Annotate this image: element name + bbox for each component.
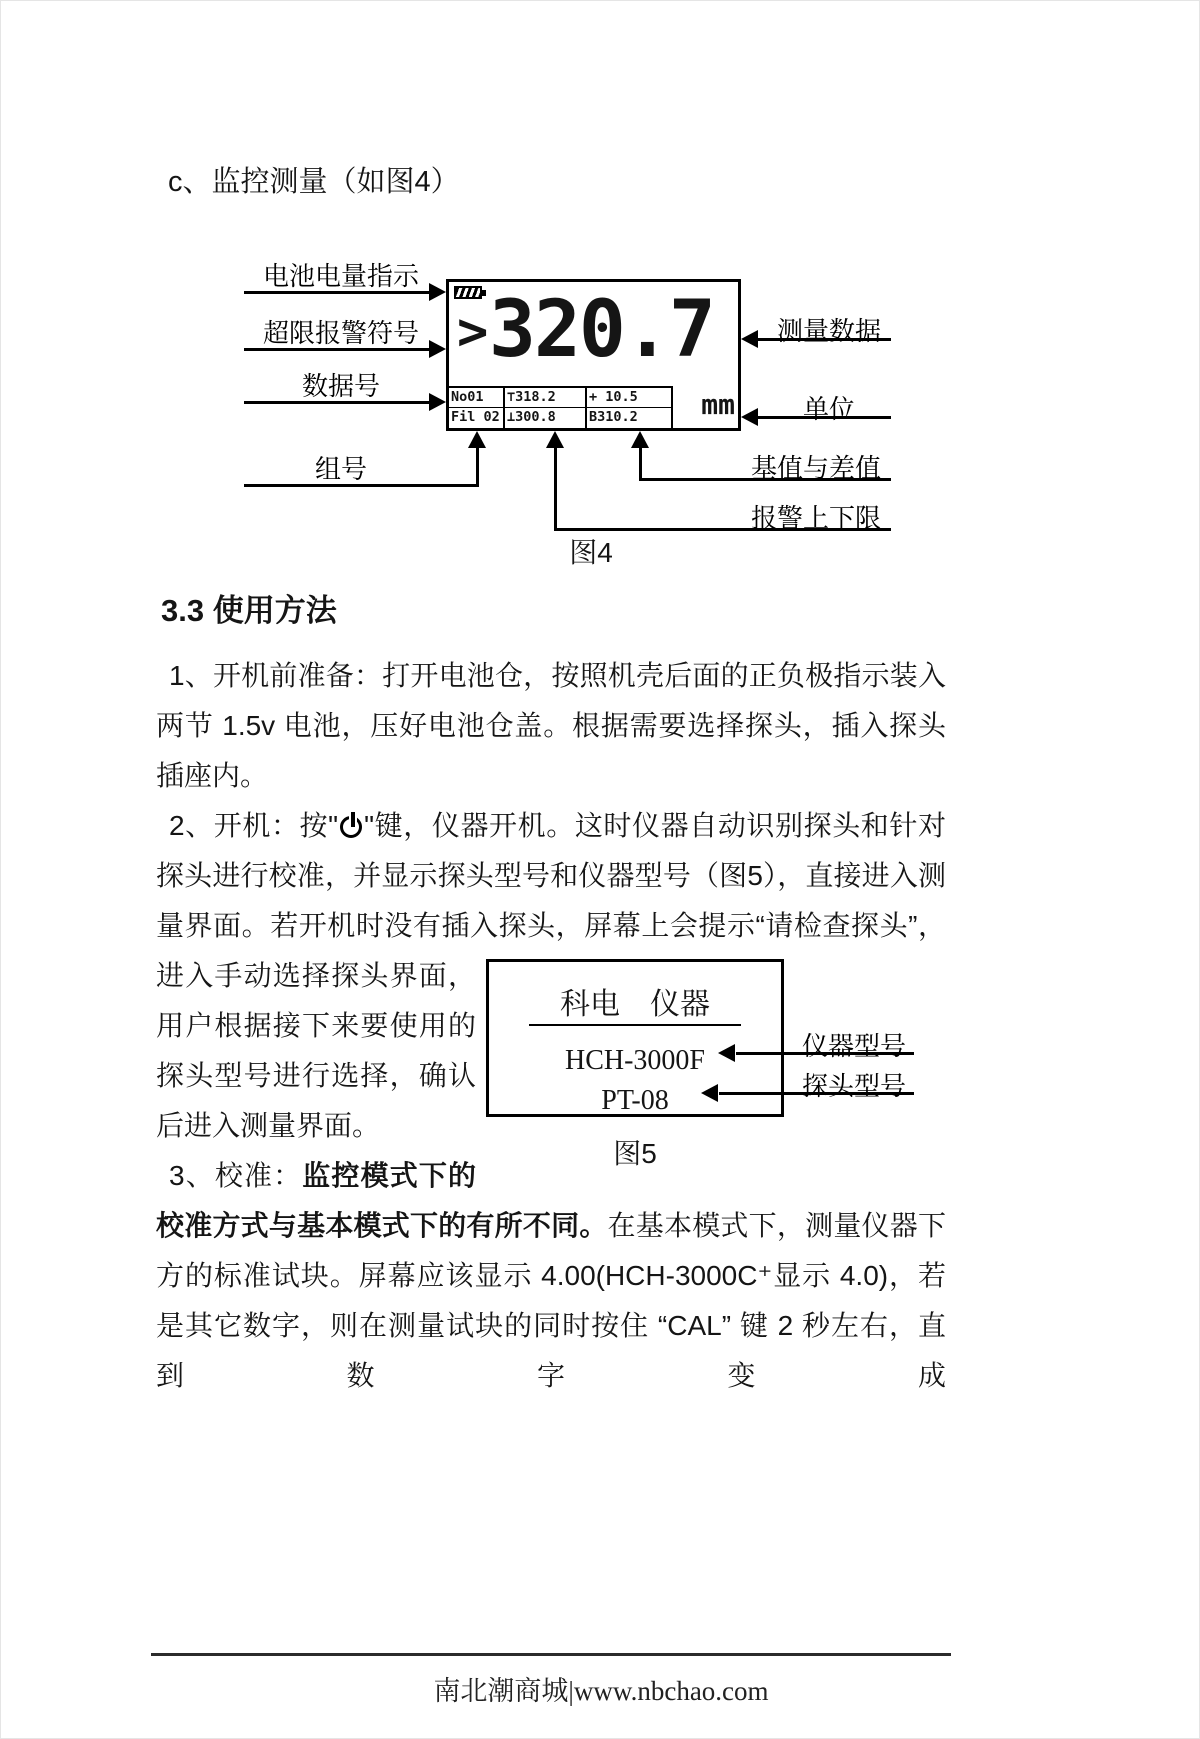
para-2: [156, 801, 946, 1169]
body-text: [156, 651, 946, 1401]
measure-data-arrow-line: [757, 338, 891, 341]
base-diff-arrow-riser: [639, 446, 642, 481]
lcd-data-no: No01: [449, 388, 505, 408]
probe-model-arrow-icon: [701, 1084, 718, 1102]
para-3-rest-text: 在基本模式下，测量仪器下方的标准试块。屏幕应该显示 4.00(HCH-3000C⁺显示 4.0)，若是其它数字，则在测量试块的同时按住 “CAL” 键 2 秒左右，直到数字变成: [156, 1210, 946, 1391]
para-2-text-b: "键，仪器开机。这时仪器自动识别探头和针对探头进行校准，并显示探头型号和仪器型号（图5），直接进入测量界面。若开机时没有插入探头，屏幕上会提示“请检查: [156, 810, 946, 941]
alarm-arrow-line: [244, 348, 430, 351]
para-1: [156, 651, 946, 801]
measurement-reading: 320.7: [489, 285, 714, 375]
brand-underline: [529, 1024, 741, 1026]
battery-arrow-icon: [429, 283, 446, 301]
figure5-caption: 图5: [613, 1138, 657, 1169]
label-instrument-model: 仪器型号: [801, 1031, 906, 1061]
para-1-text: 1、开机前准备：打开电池仓，按照机壳后面的正负极指示装入两节 1.5v 电池，压好电池仓盖。根据需要选择探头，插入探头插座内。: [156, 660, 946, 791]
group-no-arrow-line: [244, 484, 476, 487]
footer-divider: [151, 1653, 951, 1656]
para-2-text-a: 2、开机：按": [169, 810, 339, 841]
lcd-group-no: Fil 02: [449, 408, 505, 428]
label-data-number: 数据号: [301, 371, 380, 401]
lcd-info-panel: [449, 386, 673, 428]
para-2-text-c: 探头”，进入手动选择探头界面，用户根据接下来要使用的探头型号进行选择，确认后进入测量界面。: [156, 910, 946, 1141]
alarm-limits-arrow-riser: [554, 446, 557, 531]
figure4-caption: 图4: [569, 537, 613, 568]
figure4-diagram: [156, 249, 946, 567]
power-icon: [340, 816, 362, 838]
unit-arrow-icon: [741, 408, 758, 426]
figure5-diagram: [484, 957, 946, 1171]
data-no-arrow-icon: [429, 393, 446, 411]
lcd-upper-limit: ⊤318.2: [505, 388, 587, 408]
para-3-number: 3、校准：: [169, 1160, 303, 1191]
group-no-arrow-riser: [476, 446, 479, 487]
label-over-limit-alarm: 超限报警符号: [262, 318, 419, 348]
footer-site-text: 南北潮商城|www.nbchao.com: [433, 1676, 769, 1706]
alarm-limits-arrow-icon: [546, 431, 564, 448]
label-battery-indicator: 电池电量指示: [262, 261, 419, 291]
battery-icon: [454, 286, 482, 299]
base-diff-arrow-icon: [631, 431, 649, 448]
label-probe-model: 探头型号: [801, 1071, 906, 1101]
lcd-display: [446, 279, 741, 431]
group-no-arrow-icon: [468, 431, 486, 448]
lcd-lower-limit: ⊥300.8: [505, 408, 587, 428]
para-3: [156, 1151, 946, 1401]
label-alarm-limits: 报警上下限: [750, 503, 881, 533]
instrument-model-text: HCH-3000F: [564, 1045, 705, 1076]
lcd-base: B310.2: [589, 409, 638, 425]
label-group-number: 组号: [314, 454, 367, 484]
alarm-arrow-icon: [429, 340, 446, 358]
battery-arrow-line: [244, 291, 430, 294]
label-base-and-diff: 基值与差值: [750, 453, 881, 483]
label-measure-data: 测量数据: [776, 316, 881, 346]
instrument-model-arrow-icon: [718, 1044, 735, 1062]
unit-arrow-line: [757, 416, 891, 419]
label-unit: 单位: [802, 394, 855, 424]
probe-model-text: PT-08: [601, 1085, 669, 1116]
section-c-heading: c、监控测量（如图4）: [168, 166, 460, 198]
data-no-arrow-line: [244, 401, 430, 404]
section-33-heading: 3.3 使用方法: [161, 593, 337, 628]
lcd-unit: mm: [701, 388, 735, 421]
over-limit-symbol: >: [457, 302, 489, 362]
para-3-bold-text: 监控模式下的校准方式与基本模式下的有所不同。: [156, 1160, 608, 1241]
brand-text: 科电 仪器: [560, 988, 710, 1021]
lcd-difference: + 10.5: [587, 388, 673, 408]
measure-data-arrow-icon: [741, 330, 758, 348]
base-diff-arrow-line: [639, 478, 891, 481]
